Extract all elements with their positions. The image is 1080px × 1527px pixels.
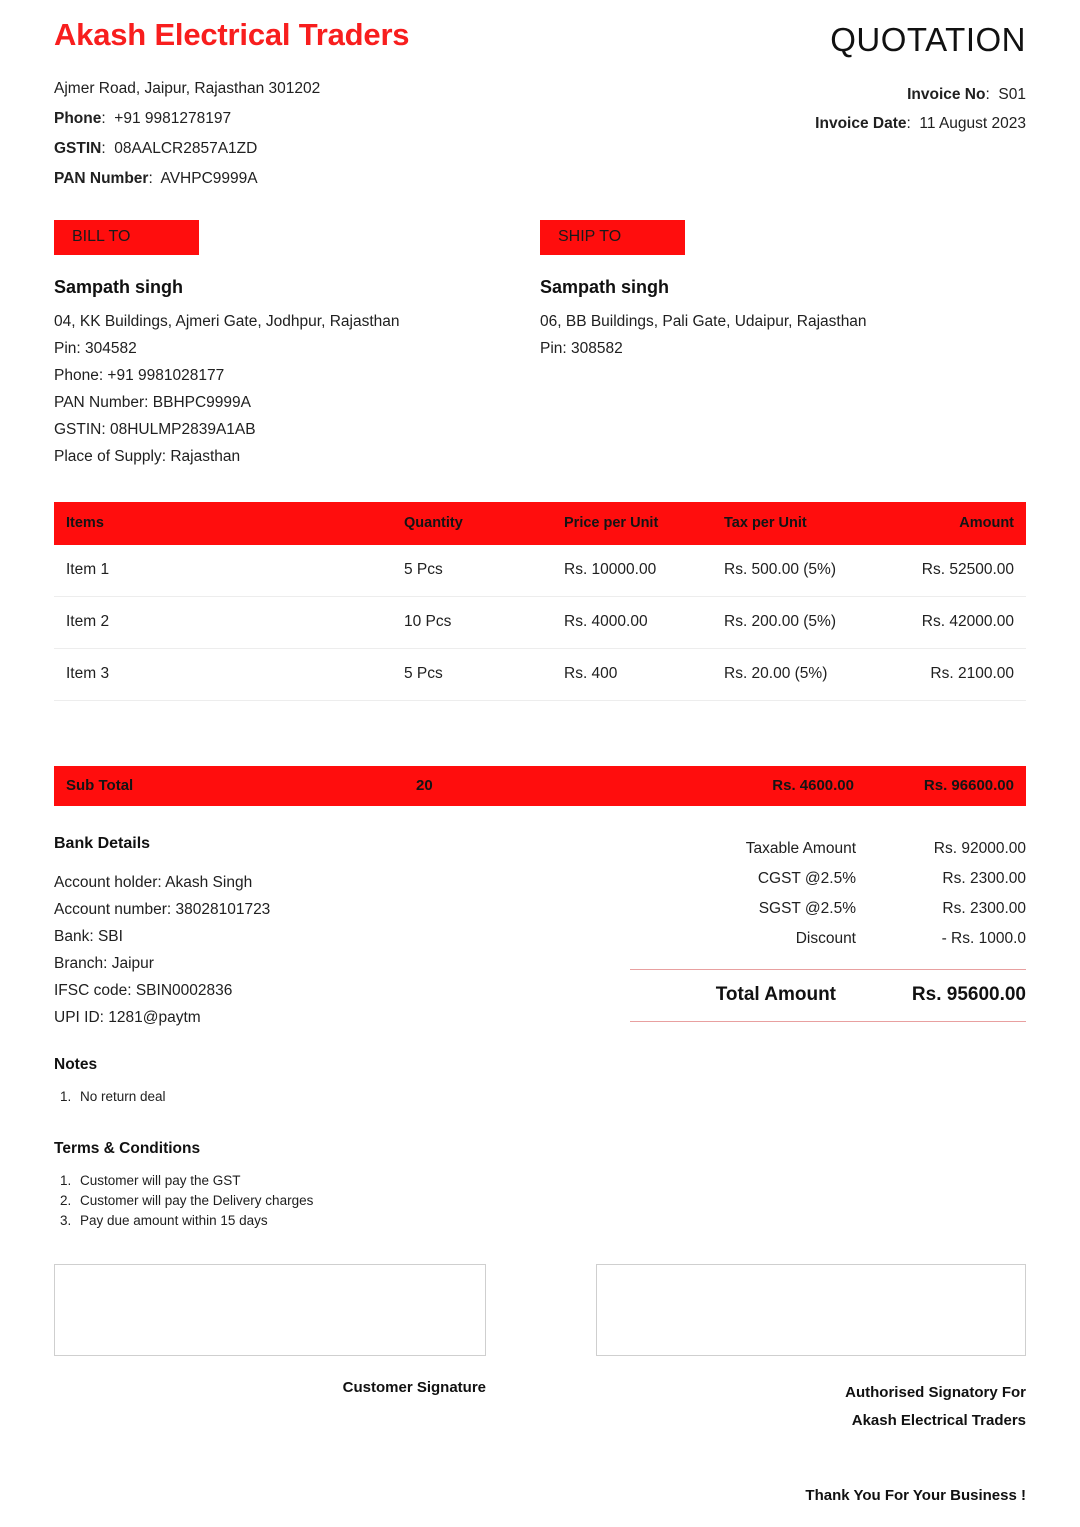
cell-tax: Rs. 200.00 (5%) — [724, 597, 889, 649]
company-gstin-label: GSTIN — [54, 140, 102, 158]
total-value: Rs. 2300.00 — [942, 900, 1026, 917]
notes-item-text: No return deal — [80, 1089, 166, 1104]
document-header — [54, 18, 1026, 194]
list-item — [54, 1211, 554, 1231]
cell-amount: Rs. 2100.00 — [889, 649, 1026, 701]
cell-price: Rs. 400 — [564, 649, 724, 701]
invoice-number: Invoice No: S01 — [907, 86, 1026, 104]
bill-to-address: 04, KK Buildings, Ajmeri Gate, Jodhpur, Rajasthan — [54, 313, 400, 330]
subtotal-quantity: 20 — [416, 777, 433, 794]
address-section — [54, 220, 1026, 470]
subtotal-label: Sub Total — [66, 777, 134, 794]
grand-total-value: Rs. 95600.00 — [911, 984, 1026, 1005]
bank-account-holder: Account holder: Akash Singh — [54, 874, 253, 891]
bill-to-pin: Pin: 304582 — [54, 340, 137, 357]
notes-section — [54, 1056, 554, 1107]
customer-signature-box[interactable] — [54, 1264, 486, 1356]
bill-to-place-of-supply: Place of Supply: Rajasthan — [54, 448, 241, 465]
items-table-head — [54, 502, 1026, 545]
total-label: Taxable Amount — [745, 840, 856, 857]
total-row-sgst — [630, 894, 1026, 924]
invoice-date-label: Invoice Date — [815, 115, 907, 133]
company-pan-label: PAN Number — [54, 170, 149, 188]
subtotal-bar — [54, 766, 1026, 806]
bill-to-block — [54, 220, 540, 470]
column-header-tax-per-unit: Tax per Unit — [724, 502, 889, 545]
items-table-header-row — [54, 502, 1026, 545]
ship-to-block — [540, 220, 1026, 470]
authorised-signature-box[interactable] — [596, 1264, 1026, 1356]
bank-details-title: Bank Details — [54, 835, 151, 852]
authorised-signature-label — [596, 1379, 1026, 1435]
cell-item: Item 1 — [54, 545, 404, 597]
bill-to-name: Sampath singh — [54, 277, 184, 297]
authorised-signature-label-line1: Authorised Signatory For — [845, 1384, 1026, 1401]
terms-list — [54, 1171, 554, 1231]
bank-branch: Branch: Jaipur — [54, 955, 154, 972]
invoice-date-value: 11 August 2023 — [919, 115, 1026, 133]
terms-title: Terms & Conditions — [54, 1140, 201, 1157]
ship-to-address: 06, BB Buildings, Pali Gate, Udaipur, Rajasthan — [540, 313, 867, 330]
total-label: Discount — [795, 930, 856, 947]
total-row-discount — [630, 924, 1026, 954]
items-table — [54, 502, 1026, 701]
bill-to-phone: Phone: +91 9981028177 — [54, 367, 225, 384]
cell-quantity: 10 Pcs — [404, 597, 564, 649]
notes-item-index: 1. — [60, 1089, 72, 1104]
terms-item-text: Customer will pay the GST — [80, 1173, 241, 1188]
company-block — [54, 18, 614, 194]
list-item — [54, 1171, 554, 1191]
cell-tax: Rs. 20.00 (5%) — [724, 649, 889, 701]
ship-to-pin: Pin: 308582 — [540, 340, 623, 357]
authorised-signature-label-line2: Akash Electrical Traders — [851, 1412, 1026, 1429]
subtotal-tax: Rs. 4600.00 — [772, 777, 854, 794]
company-pan: PAN Number: AVHPC9999A — [54, 170, 258, 188]
column-header-items: Items — [54, 502, 404, 545]
column-header-amount: Amount — [889, 502, 1026, 545]
total-label: CGST @2.5% — [757, 870, 856, 887]
ship-to-tag: SHIP TO — [540, 220, 685, 255]
document-title: QUOTATION — [830, 21, 1026, 58]
company-address: Ajmer Road, Jaipur, Rajasthan 301202 — [54, 80, 321, 98]
notes-list — [54, 1087, 554, 1107]
table-row — [54, 649, 1026, 701]
company-pan-value: AVHPC9999A — [160, 170, 258, 188]
company-gstin-value: 08AALCR2857A1ZD — [114, 140, 258, 158]
terms-item-text: Pay due amount within 15 days — [80, 1213, 268, 1228]
bank-name: Bank: SBI — [54, 928, 123, 945]
total-value: - Rs. 1000.0 — [941, 930, 1026, 947]
thank-you-footer: Thank You For Your Business ! — [805, 1487, 1026, 1504]
cell-item: Item 2 — [54, 597, 404, 649]
bank-account-number: Account number: 38028101723 — [54, 901, 271, 918]
bill-to-tag: BILL TO — [54, 220, 199, 255]
list-item — [54, 1191, 554, 1211]
cell-item: Item 3 — [54, 649, 404, 701]
invoice-number-value: S01 — [998, 86, 1026, 104]
notes-title: Notes — [54, 1056, 98, 1073]
total-value: Rs. 2300.00 — [942, 870, 1026, 887]
cell-amount: Rs. 52500.00 — [889, 545, 1026, 597]
terms-section — [54, 1140, 554, 1231]
customer-signature-label: Customer Signature — [342, 1379, 486, 1396]
table-row — [54, 597, 1026, 649]
cell-tax: Rs. 500.00 (5%) — [724, 545, 889, 597]
terms-item-index: 2. — [60, 1193, 72, 1208]
subtotal-amount: Rs. 96600.00 — [923, 777, 1014, 794]
invoice-number-label: Invoice No — [907, 86, 986, 104]
ship-to-name: Sampath singh — [540, 277, 670, 297]
cell-quantity: 5 Pcs — [404, 649, 564, 701]
table-row — [54, 545, 1026, 597]
bill-to-gstin: GSTIN: 08HULMP2839A1AB — [54, 421, 256, 438]
grand-total-row — [630, 970, 1026, 1022]
cell-price: Rs. 10000.00 — [564, 545, 724, 597]
items-table-body — [54, 545, 1026, 701]
invoice-date: Invoice Date: 11 August 2023 — [815, 115, 1026, 133]
company-gstin: GSTIN: 08AALCR2857A1ZD — [54, 140, 258, 158]
list-item — [54, 1087, 554, 1107]
bank-upi-id: UPI ID: 1281@paytm — [54, 1009, 201, 1026]
company-phone-label: Phone — [54, 110, 102, 128]
total-value: Rs. 92000.00 — [933, 840, 1026, 857]
company-phone-value: +91 9981278197 — [114, 110, 232, 128]
cell-amount: Rs. 42000.00 — [889, 597, 1026, 649]
total-row-cgst — [630, 864, 1026, 894]
column-header-price-per-unit: Price per Unit — [564, 502, 724, 545]
company-phone: Phone: +91 9981278197 — [54, 110, 232, 128]
bank-ifsc: IFSC code: SBIN0002836 — [54, 982, 233, 999]
company-name: Akash Electrical Traders — [54, 17, 410, 52]
total-row-taxable-amount — [630, 834, 1026, 864]
cell-price: Rs. 4000.00 — [564, 597, 724, 649]
total-label: SGST @2.5% — [758, 900, 856, 917]
totals-section — [630, 834, 1026, 1022]
terms-item-index: 3. — [60, 1213, 72, 1228]
bill-to-pan: PAN Number: BBHPC9999A — [54, 394, 251, 411]
cell-quantity: 5 Pcs — [404, 545, 564, 597]
bank-details-section — [54, 835, 534, 1031]
terms-item-index: 1. — [60, 1173, 72, 1188]
document-meta-block — [626, 18, 1026, 138]
column-header-quantity: Quantity — [404, 502, 564, 545]
terms-item-text: Customer will pay the Delivery charges — [80, 1193, 314, 1208]
grand-total-label: Total Amount — [715, 984, 836, 1005]
